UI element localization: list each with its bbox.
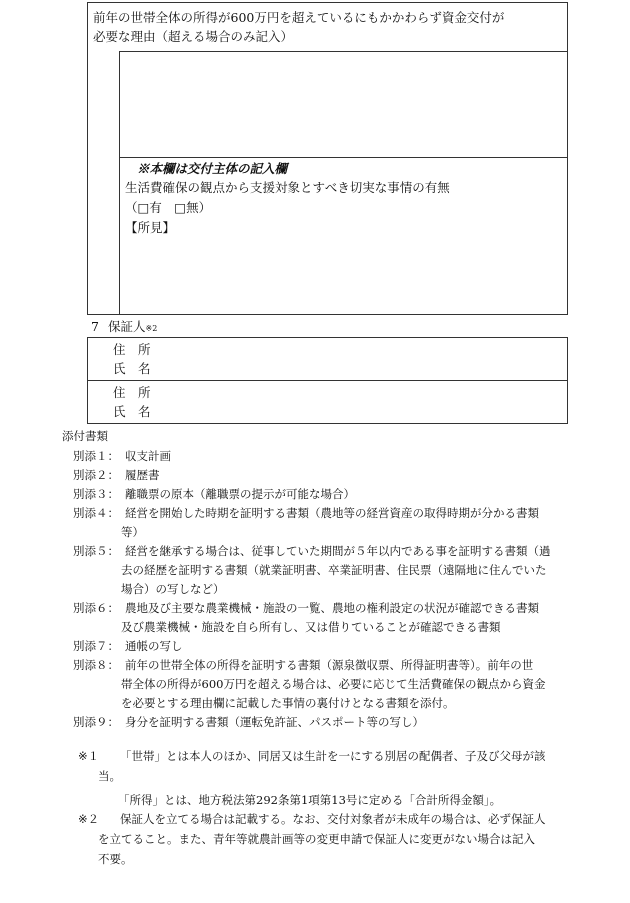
reason-inner-left bbox=[119, 51, 120, 315]
attachment-text: 及び農業機械・施設を自ら所有し、又は借りていることが確認できる書類 bbox=[121, 620, 501, 634]
attachment-label: 別添１： bbox=[73, 449, 119, 463]
note-text: 当。 bbox=[98, 769, 121, 783]
attachment-text: 農地及び主要な農業機械・施設の一覧、農地の権利設定の状況が確認できる書類 bbox=[125, 601, 539, 615]
reason-section bbox=[87, 2, 568, 315]
official-box-options: （□有 □無） bbox=[125, 200, 212, 215]
attachment-label: 別添７： bbox=[73, 639, 119, 653]
note-text: 保証人を立てる場合は記載する。なお、交付対象者が未成年の場合は、必ず保証人 bbox=[120, 812, 546, 826]
guarantor-row-divider bbox=[87, 380, 568, 381]
attachment-label: 別添３： bbox=[73, 487, 119, 501]
attachment-label: 別添６： bbox=[73, 601, 119, 615]
attachment-text: 等） bbox=[121, 525, 144, 539]
official-box-opinion: 【所見】 bbox=[125, 220, 176, 235]
attachment-text: 履歴書 bbox=[125, 468, 160, 482]
attachment-label: 別添８： bbox=[73, 658, 119, 672]
attachment-label: 別添９： bbox=[73, 715, 119, 729]
reason-label-line1: 前年の世帯全体の所得が600万円を超えているにもかかわらず資金交付が bbox=[93, 10, 505, 25]
official-box-header: ※本欄は交付主体の記入欄 bbox=[137, 161, 288, 176]
attachment-text: 離職票の原本（離職票の提示が可能な場合） bbox=[125, 487, 355, 501]
attachment-label: 別添４： bbox=[73, 506, 119, 520]
reason-inner-top bbox=[119, 51, 568, 52]
guarantor-2-address: 住 所 bbox=[113, 385, 151, 400]
attachment-label: 別添５： bbox=[73, 544, 119, 558]
guarantor-2-name: 氏 名 bbox=[113, 404, 151, 419]
attachment-text: 帯全体の所得が600万円を超える場合は、必要に応じて生活費確保の観点から資金 bbox=[121, 677, 546, 691]
note-text: 「世帯」とは本人のほか、同居又は生計を一にする別居の配偶者、子及び父母が該 bbox=[120, 749, 546, 763]
attachment-text: 通帳の写し bbox=[125, 639, 183, 653]
attachment-text: 身分を証明する書類（運転免許証、パスポート等の写し） bbox=[125, 715, 424, 729]
official-box-question: 生活費確保の観点から支援対象とすべき切実な事情の有無 bbox=[125, 180, 450, 195]
note-mark: ※２ bbox=[78, 812, 100, 826]
attachment-text: 収支計画 bbox=[125, 449, 171, 463]
attachment-text: を必要とする理由欄に記載した事情の裏付けとなる書類を添付。 bbox=[121, 696, 455, 710]
guarantor-1-name: 氏 名 bbox=[113, 361, 151, 376]
guarantor-heading-text: 保証人 bbox=[108, 319, 146, 334]
attachment-text: 経営を継承する場合は、従事していた期間が５年以内である事を証明する書類（過 bbox=[125, 544, 551, 558]
attachments-title: 添付書類 bbox=[62, 429, 108, 443]
attachment-text: 去の経歴を証明する書類（就業証明書、卒業証明書、住民票（遠隔地に住んでいた bbox=[121, 563, 547, 577]
attachment-text: 場合）の写しなど） bbox=[121, 582, 225, 596]
attachment-text: 経営を開始した時期を証明する書類（農地等の経営資産の取得時期が分かる書類 bbox=[125, 506, 539, 520]
guarantor-heading-num: 7 bbox=[91, 319, 99, 334]
note-text: を立てること。また、青年等就農計画等の変更申請で保証人に変更がない場合は記入 bbox=[98, 832, 535, 846]
guarantor-1-address: 住 所 bbox=[113, 342, 151, 357]
note-mark: ※１ bbox=[78, 749, 100, 763]
note-text: 「所得」とは、地方税法第292条第1項第13号に定める「合計所得金額」。 bbox=[118, 793, 502, 807]
guarantor-heading-note: ※2 bbox=[145, 324, 158, 333]
attachment-label: 別添２： bbox=[73, 468, 119, 482]
reason-label-line2: 必要な理由（超える場合のみ記入） bbox=[93, 29, 294, 44]
guarantor-heading bbox=[108, 318, 157, 338]
official-box-divider bbox=[119, 157, 568, 158]
attachment-text: 前年の世帯全体の所得を証明する書類（源泉徴収票、所得証明書等）。前年の世 bbox=[125, 658, 534, 672]
note-text: 不要。 bbox=[98, 852, 133, 866]
